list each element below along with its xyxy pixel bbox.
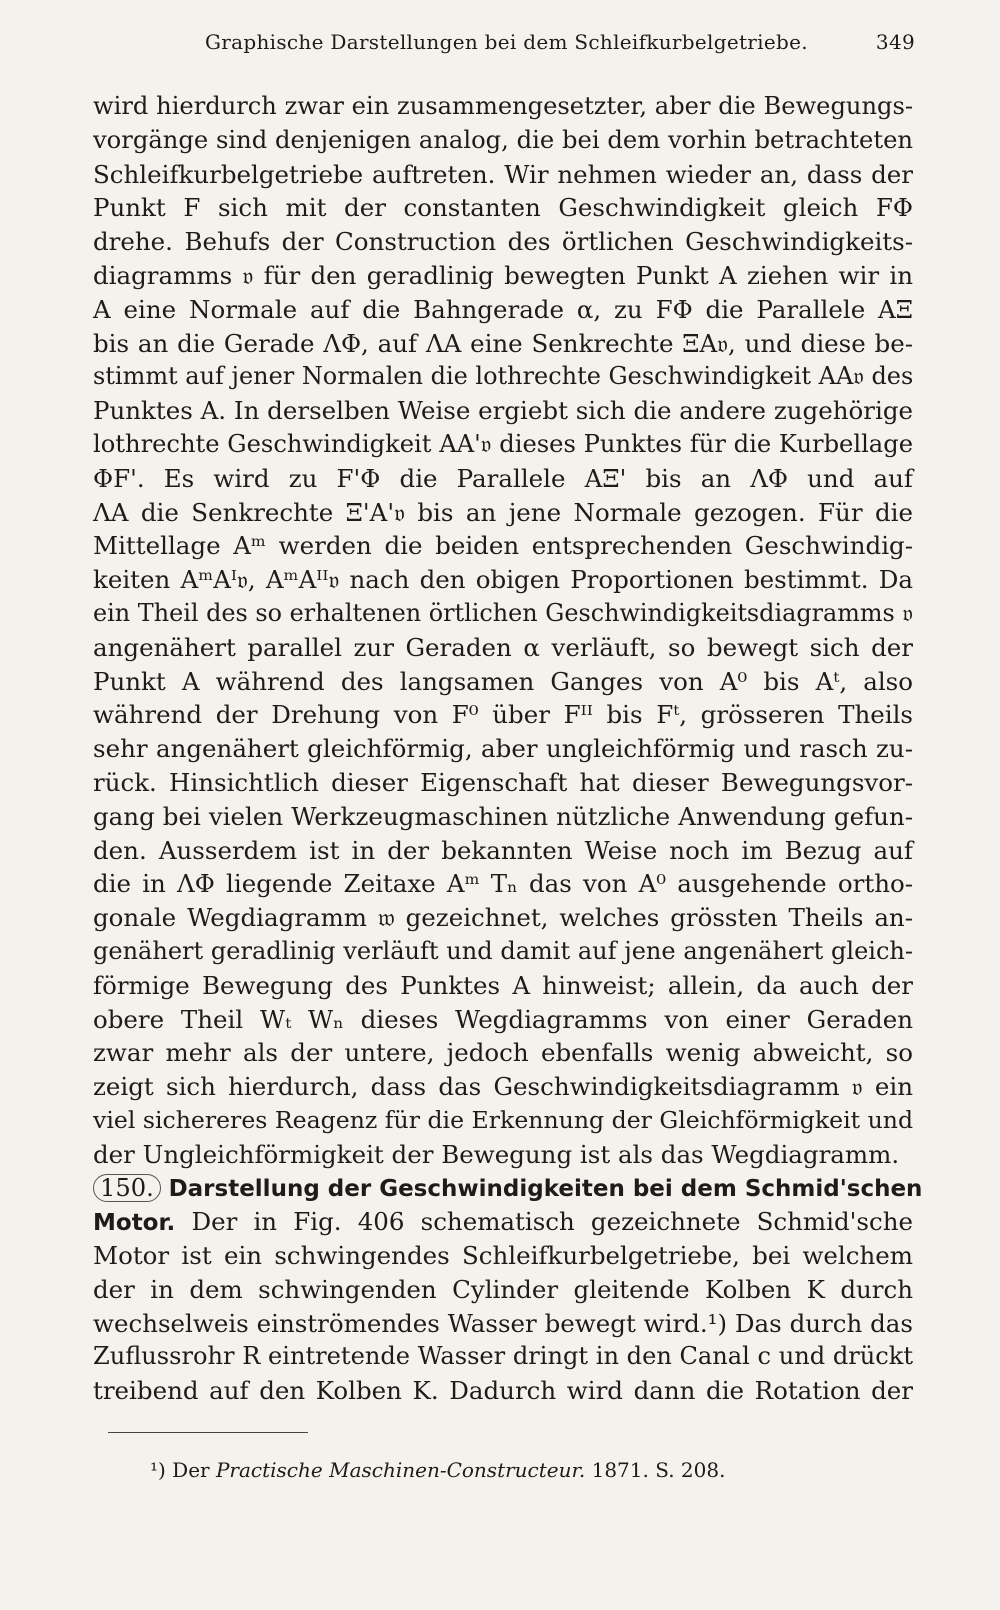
section-number: 150. xyxy=(93,1174,161,1202)
footnote xyxy=(150,1458,725,1482)
text-line: zeigt sich hierdurch, dass das Geschwindigkeitsdiagramm 𝔳 ein xyxy=(93,1072,913,1102)
text-line: Schleifkurbelgetriebe auftreten. Wir nehmen wieder an, dass der xyxy=(93,159,913,189)
text-line: während der Drehung von F⁰ über Fᴵᴵ bis Fᵗ, grösseren Theils xyxy=(93,700,913,730)
footnote-rule xyxy=(108,1432,308,1433)
text-line: gang bei vielen Werkzeugmaschinen nützliche Anwendung gefun- xyxy=(93,801,913,831)
text-line: ein Theil des so erhaltenen örtlichen Geschwindigkeitsdiagramms 𝔳 xyxy=(93,598,913,627)
text-line: stimmt auf jener Normalen die lothrechte Geschwindigkeit AA𝔳 des xyxy=(93,362,914,391)
footnote-reference: 1871. S. 208. xyxy=(591,1458,726,1482)
text-line: sehr angenähert gleichförmig, aber ungleichförmig und rasch zu- xyxy=(93,734,913,764)
section-line-text: Der in Fig. 406 schematisch gezeichnete Schmid'sche xyxy=(191,1207,913,1237)
text-line: Zuflussrohr R eintretende Wasser dringt in den Canal c und drückt xyxy=(93,1342,913,1371)
text-line: ΦF'. Es wird zu F'Φ die Parallele AΞ' bis an ΛΦ und auf xyxy=(93,463,913,493)
text-line: diagramms 𝔳 für den geradlinig bewegten Punkt A ziehen wir in xyxy=(93,260,913,290)
text-line: Punkt A während des langsamen Ganges von A⁰ bis Aᵗ, also xyxy=(93,666,913,696)
text-line: ΛA die Senkrechte Ξ'A'𝔳 bis an jene Normale gezogen. Für die xyxy=(93,497,913,527)
section-heading-line xyxy=(93,1172,923,1206)
text-line: wechselweis einströmendes Wasser bewegt wird.¹) Das durch das xyxy=(93,1308,913,1338)
body-text xyxy=(93,90,923,1408)
text-line: rück. Hinsichtlich dieser Eigenschaft hat dieser Bewegungsvor- xyxy=(93,767,913,797)
text-line: genähert geradlinig verläuft und damit auf jene angenähert gleich- xyxy=(93,936,913,965)
page-number: 349 xyxy=(875,30,915,54)
text-line: viel sichereres Reagenz für die Erkennung der Gleichförmigkeit und xyxy=(93,1105,914,1134)
text-line: vorgänge sind denjenigen analog, die bei dem vorhin betrachteten xyxy=(93,125,913,154)
text-line: die in ΛΦ liegende Zeitaxe Aᵐ Tₙ das von A⁰ ausgehende ortho- xyxy=(93,869,913,899)
running-title: Graphische Darstellungen bei dem Schleifkurbelgetriebe. xyxy=(205,30,808,54)
text-line: Punkt F sich mit der constanten Geschwindigkeit gleich FΦ xyxy=(93,193,913,223)
section-heading-end: Motor. xyxy=(93,1210,176,1237)
text-line: Punktes A. In derselben Weise ergiebt sich die andere zugehörige xyxy=(93,396,913,426)
text-line: A eine Normale auf die Bahngerade α, zu FΦ die Parallele AΞ xyxy=(93,294,913,324)
text-line: förmige Bewegung des Punktes A hinweist; allein, da auch der xyxy=(93,970,913,1000)
text-line: der Ungleichförmigkeit der Bewegung ist als das Wegdiagramm. xyxy=(93,1139,900,1169)
footnote-marker: ¹) Der xyxy=(150,1458,210,1482)
text-line: Motor ist ein schwingendes Schleifkurbelgetriebe, bei welchem xyxy=(93,1241,913,1271)
text-line: den. Ausserdem ist in der bekannten Weise noch im Bezug auf xyxy=(93,835,913,865)
section-heading: Darstellung der Geschwindigkeiten bei dem Schmid'schen xyxy=(168,1175,923,1202)
footnote-title: Practische Maschinen-Constructeur. xyxy=(215,1458,586,1482)
running-head xyxy=(205,30,915,60)
text-line: wird hierdurch zwar ein zusammengesetzter, aber die Bewegungs- xyxy=(93,92,913,120)
text-line: der in dem schwingenden Cylinder gleitende Kolben K durch xyxy=(93,1274,913,1304)
text-line: angenähert parallel zur Geraden α verläuft, so bewegt sich der xyxy=(93,632,913,662)
section-first-line xyxy=(93,1205,913,1239)
text-line: bis an die Gerade ΛΦ, auf ΛA eine Senkrechte ΞA𝔳, und diese be- xyxy=(93,328,913,358)
text-line: treibend auf den Kolben K. Dadurch wird dann die Rotation der xyxy=(93,1376,913,1406)
text-line: gonale Wegdiagramm 𝔴 gezeichnet, welches grössten Theils an- xyxy=(93,903,913,933)
text-line: drehe. Behufs der Construction des örtlichen Geschwindigkeits- xyxy=(93,227,913,257)
text-line: zwar mehr als der untere, jedoch ebenfalls wenig abweicht, so xyxy=(93,1038,913,1068)
text-line: obere Theil Wₜ Wₙ dieses Wegdiagramms von einer Geraden xyxy=(93,1004,913,1034)
text-line: keiten AᵐAᴵ𝔳, AᵐAᴵᴵ𝔳 nach den obigen Proportionen bestimmt. Da xyxy=(93,565,913,595)
text-line: lothrechte Geschwindigkeit AA'𝔳 dieses Punktes für die Kurbellage xyxy=(93,429,913,458)
text-line: Mittellage Aᵐ werden die beiden entsprechenden Geschwindig- xyxy=(93,531,913,561)
